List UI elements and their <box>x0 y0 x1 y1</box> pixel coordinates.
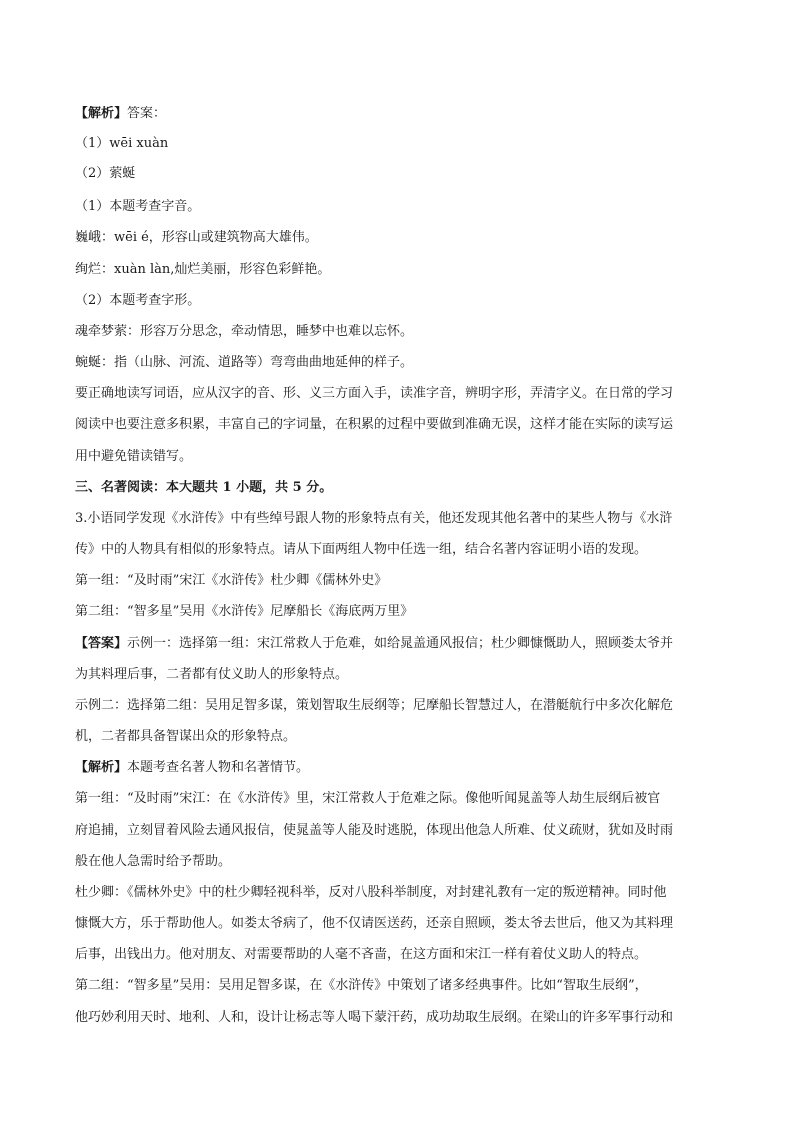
paragraph-line: 慷慨大方，乐于帮助他人。如娄太爷病了，他不仅请医送药，还亲自照顾，娄太爷去世后，他又为其料理 <box>75 916 674 931</box>
analysis-tag: 【解析】 <box>75 760 128 775</box>
paragraph-line: 般在他人急需时给予帮助。 <box>75 854 232 869</box>
analysis-tag: 【解析】 <box>75 106 128 121</box>
paragraph-line: 要正确地读写词语，应从汉字的音、形、义三方面入手，读准字音，辨明字形，弄清字义。在日常的学习 <box>75 386 674 401</box>
line-text: 示例一：选择第一组：宋江常救人于危难，如给晁盖通风报信；杜少卿慷慨助人，照顾娄太爷并 <box>127 636 674 651</box>
answer-line <box>75 636 720 652</box>
paragraph-line: 巍峨：wēi é，形容山或建筑物高大雄伟。 <box>75 230 318 245</box>
group-line: 第一组：“及时雨”宋江《水浒传》杜少卿《儒林外史》 <box>75 573 388 588</box>
paragraph-line: 第二组：“智多星”吴用：吴用足智多谋，在《水浒传》中策划了诸多经典事件。比如“智取生辰纲”， <box>75 978 648 993</box>
answer-item-2: （2）萦蜒 <box>75 166 136 181</box>
paragraph-line: 蜿蜒：指（山脉、河流、道路等）弯弯曲曲地延伸的样子。 <box>75 355 414 370</box>
paragraph-line: 第一组：“及时雨”宋江：在《水浒传》里，宋江常救人于危难之际。像他听闻晁盖等人劫生辰纲后被官 <box>75 791 661 806</box>
analysis-line <box>75 760 720 776</box>
answer-tag: 【答案】 <box>75 636 128 651</box>
group-line: 第二组：“智多星”吴用《水浒传》尼摩船长《海底两万里》 <box>75 604 414 619</box>
paragraph-line: 杜少卿：《儒林外史》中的杜少卿轻视科举，反对八股科举制度，对封建礼教有一定的叛逆精神。同时他 <box>75 885 667 900</box>
paragraph-line: 示例二：选择第二组：吴用足智多谋，策划智取生辰纲等；尼摩船长智慧过人，在潜艇航行中多次化解危 <box>75 698 674 713</box>
paragraph-line: （2）本题考查字形。 <box>75 293 201 308</box>
paragraph-line: 用中避免错读错写。 <box>75 449 193 464</box>
paragraph-line: 绚烂：xuàn làn,灿烂美丽，形容色彩鲜艳。 <box>75 262 331 277</box>
paragraph-line: 为其料理后事，二者都有仗义助人的形象特点。 <box>75 667 349 682</box>
paragraph-line: （1）本题考查字音。 <box>75 199 201 214</box>
question-line: 传》中的人物具有相似的形象特点。请从下面两组人物中任选一组，结合名著内容证明小语的发现。 <box>75 542 648 557</box>
paragraph-line: 阅读中也要注意多积累，丰富自己的字词量，在积累的过程中要做到准确无误，这样才能在实际的读写运 <box>75 417 674 432</box>
paragraph-line: 机，二者都具备智谋出众的形象特点。 <box>75 729 297 744</box>
question-line: 3.小语同学发现《水浒传》中有些绰号跟人物的形象特点有关，他还发现其他名著中的某些人物与《水浒 <box>75 511 673 526</box>
paragraph-line: 魂牵梦萦：形容万分思念，牵动情思，睡梦中也难以忘怀。 <box>75 324 414 339</box>
paragraph-line: 府追捕，立刻冒着风险去通风报信，使晁盖等人能及时逃脱，体现出他急人所难、仗义疏财，犹如及时雨 <box>75 823 674 838</box>
answer-item-1: （1）wēi xuàn <box>75 136 169 151</box>
section-heading: 三、名著阅读：本大题共 1 小题，共 5 分。 <box>75 480 333 495</box>
paragraph-line: 他巧妙利用天时、地利、人和，设计让杨志等人喝下蒙汗药，成功劫取生辰纲。在梁山的许多军事行动和 <box>75 1010 674 1025</box>
paragraph-line: 后事，出钱出力。他对朋友、对需要帮助的人毫不吝啬，在这方面和宋江一样有着仗义助人的特点。 <box>75 947 648 962</box>
line-text: 本题考查名著人物和名著情节。 <box>127 760 310 775</box>
line-text: 答案： <box>127 106 167 121</box>
analysis-answer-line <box>75 106 720 122</box>
